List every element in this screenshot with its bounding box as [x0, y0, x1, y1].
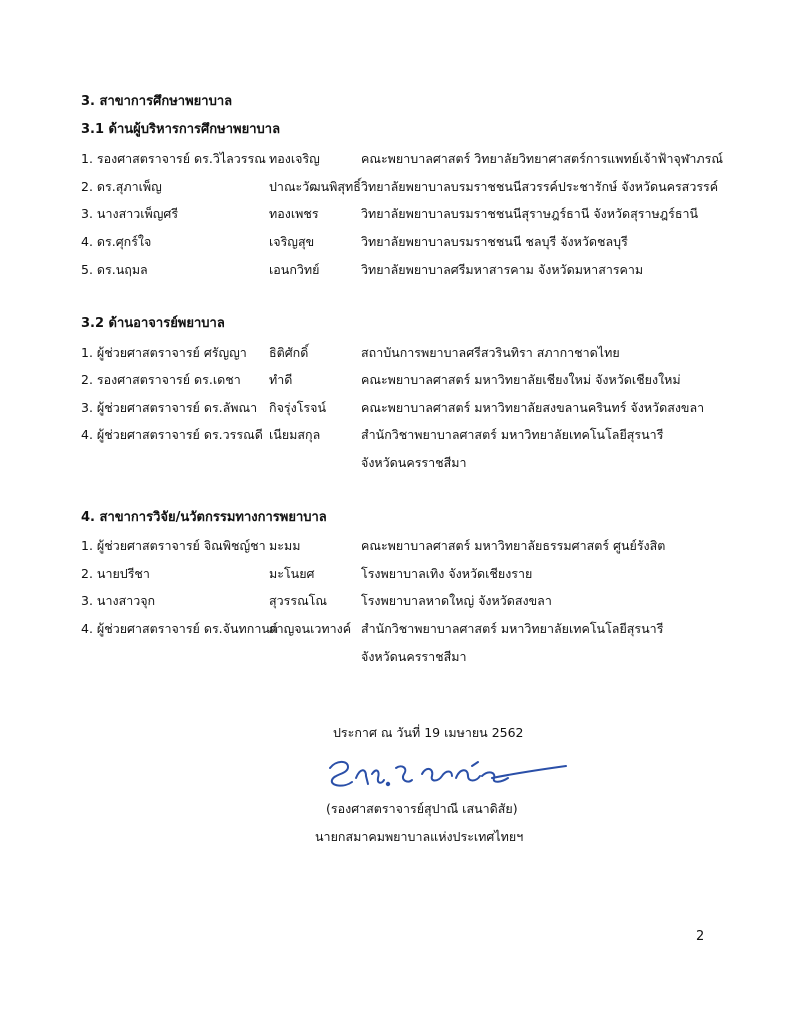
member-name: 2. รองศาสตราจารย์ ดร.เดชา	[81, 372, 241, 387]
member-affiliation-line2: จังหวัดนครราชสีมา	[361, 649, 467, 664]
member-name: 3. นางสาวจุก	[81, 593, 156, 608]
member-surname: ปาณะวัฒนพิสุทธิ์	[269, 179, 361, 194]
member-surname: ธิติศักดิ์	[269, 345, 309, 360]
member-surname: มะมม	[269, 538, 301, 553]
member-name: 3. ผู้ช่วยศาสตราจารย์ ดร.ลัพณา	[81, 400, 258, 415]
member-affiliation: วิทยาลัยพยาบาลศรีมหาสารคาม จังหวัดมหาสารคาม	[361, 262, 644, 277]
page-number: 2	[696, 929, 705, 944]
member-affiliation: สำนักวิชาพยาบาลศาสตร์ มหาวิทยาลัยเทคโนโลยีสุรนารี	[361, 427, 664, 442]
signer-name: (รองศาสตราจารย์สุปาณี เสนาดิสัย)	[326, 801, 518, 816]
member-name: 1. ผู้ช่วยศาสตราจารย์ จิณพิชญ์ชา	[81, 538, 266, 553]
announcement-date: ประกาศ ณ วันที่ 19 เมษายน 2562	[333, 725, 524, 740]
section-heading: 3. สาขาการศึกษาพยาบาล	[81, 94, 233, 109]
member-surname: กาญจนเวทางค์	[269, 621, 352, 636]
member-surname: กิจรุ่งโรจน์	[269, 400, 327, 415]
member-affiliation-line2: จังหวัดนครราชสีมา	[361, 455, 467, 470]
signature-icon	[322, 754, 572, 796]
member-affiliation: โรงพยาบาลหาดใหญ่ จังหวัดสงขลา	[361, 593, 552, 608]
member-name: 2. นายปรีชา	[81, 566, 150, 581]
member-surname: เอนกวิทย์	[269, 262, 320, 277]
member-name: 3. นางสาวเพ็ญศรี	[81, 206, 179, 221]
member-name: 5. ดร.นฤมล	[81, 262, 148, 277]
member-surname: มะโนยศ	[269, 566, 315, 581]
member-name: 4. ดร.ศุกร์ใจ	[81, 234, 152, 249]
member-affiliation: คณะพยาบาลศาสตร์ มหาวิทยาลัยสงขลานครินทร์ จังหวัดสงขลา	[361, 400, 705, 415]
member-name: 4. ผู้ช่วยศาสตราจารย์ ดร.จันทกานต์	[81, 621, 279, 636]
member-affiliation: โรงพยาบาลเทิง จังหวัดเชียงราย	[361, 566, 533, 581]
signature-image	[322, 754, 572, 796]
member-name: 2. ดร.สุภาเพ็ญ	[81, 179, 162, 194]
subsection-heading: 3.1 ด้านผู้บริหารการศึกษาพยาบาล	[81, 122, 281, 137]
member-surname: เนียมสกุล	[269, 427, 321, 442]
member-affiliation: วิทยาลัยพยาบาลบรมราชชนนีสุราษฎร์ธานี จังหวัดสุราษฎร์ธานี	[361, 206, 699, 221]
signer-position: นายกสมาคมพยาบาลแห่งประเทศไทยฯ	[315, 829, 524, 844]
member-name: 4. ผู้ช่วยศาสตราจารย์ ดร.วรรณดี	[81, 427, 263, 442]
member-name: 1. ผู้ช่วยศาสตราจารย์ ศรัญญา	[81, 345, 247, 360]
subsection-heading: 3.2 ด้านอาจารย์พยาบาล	[81, 316, 225, 331]
member-surname: เจริญสุข	[269, 234, 315, 249]
member-affiliation: สถาบันการพยาบาลศรีสวรินทิรา สภากาชาดไทย	[361, 345, 620, 360]
member-surname: สุวรรณโณ	[269, 593, 327, 608]
member-surname: ทองเจริญ	[269, 151, 320, 166]
member-affiliation: สำนักวิชาพยาบาลศาสตร์ มหาวิทยาลัยเทคโนโลยีสุรนารี	[361, 621, 664, 636]
section-heading: 4. สาขาการวิจัย/นวัตกรรมทางการพยาบาล	[81, 510, 327, 525]
member-affiliation: คณะพยาบาลศาสตร์ มหาวิทยาลัยธรรมศาสตร์ ศูนย์รังสิต	[361, 538, 666, 553]
member-affiliation: วิทยาลัยพยาบาลบรมราชชนนีสวรรค์ประชารักษ์ จังหวัดนครสวรรค์	[361, 179, 719, 194]
member-surname: ทำดี	[269, 372, 293, 387]
member-affiliation: คณะพยาบาลศาสตร์ มหาวิทยาลัยเชียงใหม่ จังหวัดเชียงใหม่	[361, 372, 681, 387]
member-name: 1. รองศาสตราจารย์ ดร.วิไลวรรณ	[81, 151, 266, 166]
member-surname: ทองเพชร	[269, 206, 319, 221]
member-affiliation: คณะพยาบาลศาสตร์ วิทยาลัยวิทยาศาสตร์การแพทย์เจ้าฟ้าจุฬาภรณ์	[361, 151, 723, 166]
member-affiliation: วิทยาลัยพยาบาลบรมราชชนนี ชลบุรี จังหวัดชลบุรี	[361, 234, 628, 249]
